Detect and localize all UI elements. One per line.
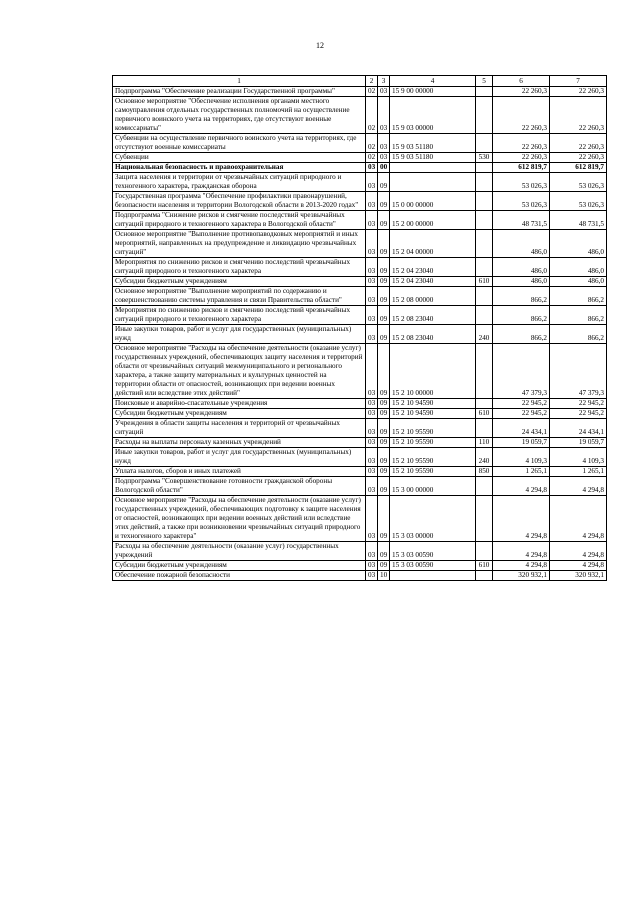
table-row (113, 163, 607, 173)
row-target-code-cell (390, 173, 476, 192)
row-target-code-cell: 15 2 08 00000 (390, 287, 476, 306)
row-amount-1-cell: 53 026,3 (493, 192, 550, 211)
table-row (113, 211, 607, 230)
row-section-cell: 03 (366, 163, 378, 173)
row-name-cell: Мероприятия по снижению рисков и смягчению последствий чрезвычайных ситуаций природного и техногенного характера (113, 258, 366, 277)
row-expense-type-cell: 610 (476, 277, 493, 287)
row-amount-2-cell: 19 059,7 (550, 438, 607, 448)
row-subsection-cell: 09 (378, 277, 390, 287)
row-section-cell: 02 (366, 134, 378, 153)
row-expense-type-cell: 610 (476, 409, 493, 419)
row-name-cell: Государственная программа "Обеспечение профилактики правонарушений, безопасности населения и территории Вологодской области в 2013-2020 годах" (113, 192, 366, 211)
row-subsection-cell: 09 (378, 419, 390, 438)
row-expense-type-cell (476, 211, 493, 230)
row-expense-type-cell: 850 (476, 467, 493, 477)
row-amount-2-cell: 47 379,3 (550, 344, 607, 399)
row-section-cell: 03 (366, 561, 378, 571)
header-col-5: 5 (476, 76, 493, 87)
row-subsection-cell: 09 (378, 477, 390, 496)
row-expense-type-cell: 240 (476, 448, 493, 467)
row-target-code-cell: 15 3 00 00000 (390, 477, 476, 496)
row-amount-1-cell: 4 294,8 (493, 477, 550, 496)
row-subsection-cell: 09 (378, 448, 390, 467)
row-amount-2-cell: 22 260,3 (550, 87, 607, 97)
table-row (113, 87, 607, 97)
row-target-code-cell (390, 163, 476, 173)
row-name-cell: Основное мероприятие "Расходы на обеспечение деятельности (оказание услуг) государственных учреждений, обеспечивающих подготовку к защите населения от опасностей, возникающих при ведении военных действий или вследствие этих действий, а также при возникновении чрезвычайных ситуаций природного и техногенного характера" (113, 496, 366, 542)
row-name-cell: Подпрограмма "Совершенствование готовности гражданской обороны Вологодской области" (113, 477, 366, 496)
row-target-code-cell: 15 2 10 00000 (390, 344, 476, 399)
row-section-cell: 03 (366, 419, 378, 438)
row-target-code-cell: 15 3 03 00590 (390, 561, 476, 571)
row-name-cell: Субвенции на осуществление первичного воинского учета на территориях, где отсутствуют военные комиссариаты (113, 134, 366, 153)
table-row (113, 477, 607, 496)
row-amount-1-cell: 47 379,3 (493, 344, 550, 399)
header-col-3: 3 (378, 76, 390, 87)
row-amount-2-cell: 1 265,1 (550, 467, 607, 477)
row-amount-2-cell: 612 819,7 (550, 163, 607, 173)
table-row (113, 542, 607, 561)
row-target-code-cell: 15 2 04 00000 (390, 230, 476, 258)
row-expense-type-cell (476, 97, 493, 134)
row-amount-2-cell: 4 109,3 (550, 448, 607, 467)
row-amount-1-cell: 866,2 (493, 325, 550, 344)
row-amount-1-cell: 4 109,3 (493, 448, 550, 467)
row-amount-1-cell: 22 260,3 (493, 134, 550, 153)
table-row (113, 258, 607, 277)
row-amount-2-cell: 4 294,8 (550, 496, 607, 542)
row-subsection-cell: 09 (378, 287, 390, 306)
row-section-cell: 03 (366, 287, 378, 306)
row-target-code-cell: 15 2 04 23040 (390, 277, 476, 287)
row-amount-1-cell: 4 294,8 (493, 496, 550, 542)
row-amount-1-cell: 22 945,2 (493, 409, 550, 419)
page-number: 12 (316, 41, 324, 50)
row-subsection-cell: 09 (378, 211, 390, 230)
row-subsection-cell: 09 (378, 399, 390, 409)
row-section-cell: 03 (366, 438, 378, 448)
row-expense-type-cell (476, 230, 493, 258)
row-amount-2-cell: 866,2 (550, 306, 607, 325)
row-subsection-cell: 09 (378, 306, 390, 325)
row-subsection-cell: 03 (378, 153, 390, 163)
row-amount-2-cell: 53 026,3 (550, 173, 607, 192)
row-section-cell: 02 (366, 153, 378, 163)
row-amount-2-cell: 4 294,8 (550, 477, 607, 496)
table-row (113, 277, 607, 287)
row-section-cell: 03 (366, 258, 378, 277)
row-name-cell: Учреждения в области защиты населения и территорий от чрезвычайных ситуаций (113, 419, 366, 438)
row-name-cell: Субсидии бюджетным учреждениям (113, 277, 366, 287)
row-name-cell: Основное мероприятие "Выполнение мероприятий по содержанию и совершенствованию системы управления и связи Правительства области" (113, 287, 366, 306)
row-name-cell: Защита населения и территории от чрезвычайных ситуаций природного и техногенного характера, гражданская оборона (113, 173, 366, 192)
row-name-cell: Субсидии бюджетным учреждениям (113, 409, 366, 419)
row-subsection-cell: 10 (378, 571, 390, 581)
row-section-cell: 03 (366, 571, 378, 581)
header-row (113, 76, 607, 87)
row-name-cell: Основное мероприятие "Расходы на обеспечение деятельности (оказание услуг) государственных учреждений, обеспечивающих защиту населения и территорий области от чрезвычайных ситуаций межмуниципального и регионального характера, а также защиту материальных и культурных ценностей на территории области от опасностей, возникающих при ведении военных действий или вследствие этих действий" (113, 344, 366, 399)
row-amount-1-cell: 48 731,5 (493, 211, 550, 230)
table-row (113, 306, 607, 325)
row-name-cell: Обеспечение пожарной безопасности (113, 571, 366, 581)
row-name-cell: Расходы на выплаты персоналу казенных учреждений (113, 438, 366, 448)
row-section-cell: 03 (366, 306, 378, 325)
row-target-code-cell: 15 2 10 94590 (390, 409, 476, 419)
row-amount-1-cell: 22 260,3 (493, 153, 550, 163)
row-section-cell: 03 (366, 211, 378, 230)
row-name-cell: Расходы на обеспечение деятельности (оказание услуг) государственных учреждений (113, 542, 366, 561)
row-subsection-cell: 00 (378, 163, 390, 173)
row-expense-type-cell: 240 (476, 325, 493, 344)
row-subsection-cell: 09 (378, 230, 390, 258)
row-subsection-cell: 03 (378, 87, 390, 97)
row-name-cell: Основное мероприятие "Обеспечение исполнения органами местного самоуправления отдельных государственных полномочий на осуществление первичного воинского учета на территориях, где отсутствуют военные комиссариаты" (113, 97, 366, 134)
row-target-code-cell: 15 2 10 95590 (390, 438, 476, 448)
row-amount-2-cell: 53 026,3 (550, 192, 607, 211)
row-amount-1-cell: 19 059,7 (493, 438, 550, 448)
row-expense-type-cell: 610 (476, 561, 493, 571)
header-col-1: 1 (113, 76, 366, 87)
row-name-cell: Подпрограмма "Снижение рисков и смягчение последствий чрезвычайных ситуаций природного и техногенного характера в Вологодской области" (113, 211, 366, 230)
table-row (113, 134, 607, 153)
row-subsection-cell: 09 (378, 467, 390, 477)
row-amount-1-cell: 24 434,1 (493, 419, 550, 438)
row-amount-1-cell: 486,0 (493, 258, 550, 277)
table-row (113, 173, 607, 192)
row-target-code-cell: 15 2 08 23040 (390, 325, 476, 344)
row-amount-1-cell: 866,2 (493, 306, 550, 325)
row-subsection-cell: 03 (378, 97, 390, 134)
table-row (113, 561, 607, 571)
row-target-code-cell: 15 9 03 51180 (390, 134, 476, 153)
row-subsection-cell: 09 (378, 438, 390, 448)
row-amount-1-cell: 486,0 (493, 230, 550, 258)
row-section-cell: 03 (366, 344, 378, 399)
row-expense-type-cell (476, 306, 493, 325)
row-subsection-cell: 09 (378, 344, 390, 399)
row-subsection-cell: 09 (378, 409, 390, 419)
row-target-code-cell (390, 571, 476, 581)
row-amount-1-cell: 4 294,8 (493, 542, 550, 561)
row-expense-type-cell (476, 134, 493, 153)
row-amount-2-cell: 486,0 (550, 230, 607, 258)
row-amount-2-cell: 24 434,1 (550, 419, 607, 438)
row-target-code-cell: 15 3 03 00000 (390, 496, 476, 542)
row-name-cell: Субвенции (113, 153, 366, 163)
row-amount-2-cell: 486,0 (550, 277, 607, 287)
table-row (113, 325, 607, 344)
row-amount-1-cell: 486,0 (493, 277, 550, 287)
row-target-code-cell: 15 2 10 95590 (390, 419, 476, 438)
row-subsection-cell: 09 (378, 258, 390, 277)
row-amount-2-cell: 4 294,8 (550, 561, 607, 571)
row-amount-2-cell: 22 260,3 (550, 153, 607, 163)
row-amount-2-cell: 486,0 (550, 258, 607, 277)
row-subsection-cell: 09 (378, 496, 390, 542)
table-row (113, 571, 607, 581)
row-expense-type-cell (476, 477, 493, 496)
row-amount-2-cell: 4 294,8 (550, 542, 607, 561)
row-name-cell: Поисковые и аварийно-спасательные учреждения (113, 399, 366, 409)
row-expense-type-cell (476, 163, 493, 173)
header-col-4: 4 (390, 76, 476, 87)
table-body (113, 87, 607, 581)
table-row (113, 230, 607, 258)
row-amount-1-cell: 22 260,3 (493, 97, 550, 134)
row-target-code-cell: 15 9 00 00000 (390, 87, 476, 97)
row-target-code-cell: 15 2 10 95590 (390, 448, 476, 467)
row-expense-type-cell: 110 (476, 438, 493, 448)
row-amount-1-cell: 1 265,1 (493, 467, 550, 477)
table-row (113, 496, 607, 542)
row-amount-2-cell: 866,2 (550, 325, 607, 344)
row-name-cell: Субсидии бюджетным учреждениям (113, 561, 366, 571)
row-name-cell: Национальная безопасность и правоохранительная (113, 163, 366, 173)
table-row (113, 344, 607, 399)
row-name-cell: Мероприятия по снижению рисков и смягчению последствий чрезвычайных ситуаций природного и техногенного характера (113, 306, 366, 325)
table-row (113, 409, 607, 419)
row-target-code-cell: 15 2 10 94590 (390, 399, 476, 409)
table-row (113, 153, 607, 163)
table-row (113, 287, 607, 306)
row-expense-type-cell (476, 287, 493, 306)
row-expense-type-cell (476, 399, 493, 409)
row-section-cell: 03 (366, 542, 378, 561)
header-col-6: 6 (493, 76, 550, 87)
row-subsection-cell: 03 (378, 134, 390, 153)
row-section-cell: 02 (366, 87, 378, 97)
row-expense-type-cell (476, 571, 493, 581)
row-amount-1-cell: 22 945,2 (493, 399, 550, 409)
table-row (113, 419, 607, 438)
row-expense-type-cell (476, 258, 493, 277)
row-amount-1-cell: 53 026,3 (493, 173, 550, 192)
row-target-code-cell: 15 2 04 23040 (390, 258, 476, 277)
row-section-cell: 02 (366, 97, 378, 134)
row-expense-type-cell (476, 542, 493, 561)
row-target-code-cell: 15 2 00 00000 (390, 211, 476, 230)
row-amount-2-cell: 22 945,2 (550, 409, 607, 419)
row-expense-type-cell: 530 (476, 153, 493, 163)
row-target-code-cell: 15 9 03 51180 (390, 153, 476, 163)
row-name-cell: Уплата налогов, сборов и иных платежей (113, 467, 366, 477)
row-section-cell: 03 (366, 230, 378, 258)
row-name-cell: Основное мероприятие "Выполнение противопаводковых мероприятий и иных мероприятий, направленных на предупреждение и ликвидацию чрезвычайных ситуаций" (113, 230, 366, 258)
table-row (113, 448, 607, 467)
row-expense-type-cell (476, 344, 493, 399)
row-name-cell: Подпрограмма "Обеспечение реализации Государственной программы" (113, 87, 366, 97)
row-section-cell: 03 (366, 173, 378, 192)
header-col-7: 7 (550, 76, 607, 87)
row-section-cell: 03 (366, 496, 378, 542)
row-section-cell: 03 (366, 277, 378, 287)
header-col-2: 2 (366, 76, 378, 87)
row-amount-2-cell: 48 731,5 (550, 211, 607, 230)
row-name-cell: Иные закупки товаров, работ и услуг для государственных (муниципальных) нужд (113, 448, 366, 467)
row-amount-2-cell: 22 260,3 (550, 97, 607, 134)
row-target-code-cell: 15 9 03 00000 (390, 97, 476, 134)
row-section-cell: 03 (366, 448, 378, 467)
row-target-code-cell: 15 2 10 95590 (390, 467, 476, 477)
row-amount-2-cell: 866,2 (550, 287, 607, 306)
row-section-cell: 03 (366, 477, 378, 496)
row-subsection-cell: 09 (378, 173, 390, 192)
row-amount-2-cell: 22 260,3 (550, 134, 607, 153)
row-amount-2-cell: 320 932,1 (550, 571, 607, 581)
table-row (113, 438, 607, 448)
row-section-cell: 03 (366, 467, 378, 477)
row-subsection-cell: 09 (378, 325, 390, 344)
table-row (113, 467, 607, 477)
row-expense-type-cell (476, 419, 493, 438)
row-amount-1-cell: 612 819,7 (493, 163, 550, 173)
table-row (113, 192, 607, 211)
row-subsection-cell: 09 (378, 561, 390, 571)
row-subsection-cell: 09 (378, 542, 390, 561)
row-section-cell: 03 (366, 192, 378, 211)
row-name-cell: Иные закупки товаров, работ и услуг для государственных (муниципальных) нужд (113, 325, 366, 344)
row-target-code-cell: 15 0 00 00000 (390, 192, 476, 211)
budget-table (112, 75, 607, 581)
row-section-cell: 03 (366, 409, 378, 419)
row-expense-type-cell (476, 173, 493, 192)
row-subsection-cell: 09 (378, 192, 390, 211)
row-expense-type-cell (476, 87, 493, 97)
row-target-code-cell: 15 3 03 00590 (390, 542, 476, 561)
row-expense-type-cell (476, 496, 493, 542)
table-row (113, 399, 607, 409)
row-amount-1-cell: 22 260,3 (493, 87, 550, 97)
table-row (113, 97, 607, 134)
row-expense-type-cell (476, 192, 493, 211)
row-amount-1-cell: 4 294,8 (493, 561, 550, 571)
row-amount-1-cell: 866,2 (493, 287, 550, 306)
row-section-cell: 03 (366, 399, 378, 409)
row-amount-2-cell: 22 945,2 (550, 399, 607, 409)
row-section-cell: 03 (366, 325, 378, 344)
row-target-code-cell: 15 2 08 23040 (390, 306, 476, 325)
row-amount-1-cell: 320 932,1 (493, 571, 550, 581)
